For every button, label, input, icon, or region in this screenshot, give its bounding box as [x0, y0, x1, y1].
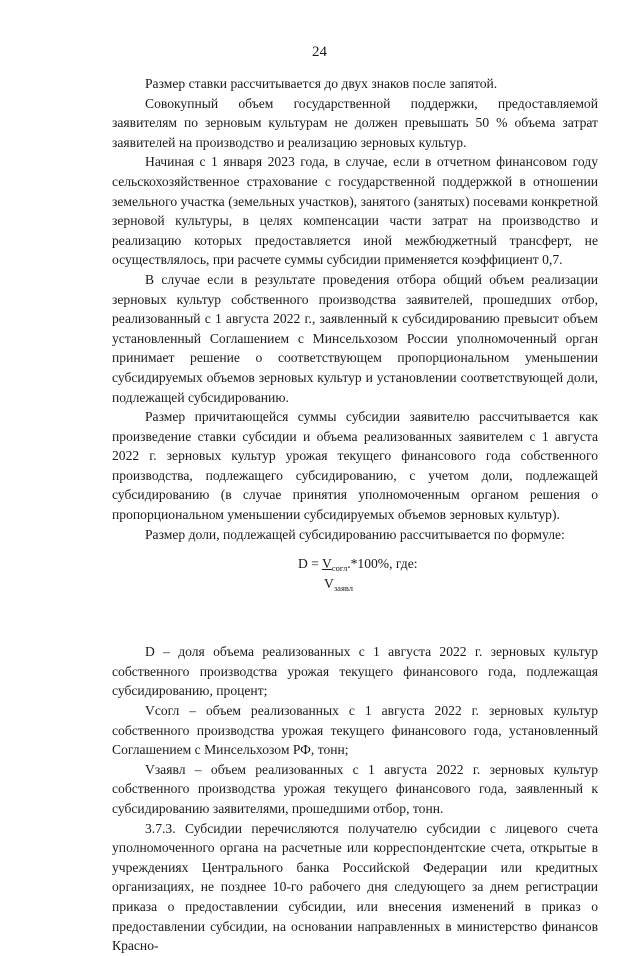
formula-rest: .*100%, где: [347, 556, 418, 572]
formula-line [298, 554, 418, 579]
paragraph: Совокупный объем государственной поддержки, предоставляемой заявителям по зерновым культурам не должен превышать 50 % объема затрат заявителей на производство и реализацию зерновых культур. [112, 95, 598, 150]
formula-lhs: D = [298, 556, 323, 572]
definition: Vзаявл – объем реализованных с 1 августа 2022 г. зерновых культур собственного производства урожая текущего финансового года, заявленный к субсидированию заявителями, прошедшими отбор, тонн. [112, 761, 598, 816]
formula-denominator [324, 574, 353, 599]
definition: D – доля объема реализованных с 1 августа 2022 г. зерновых культур собственного производства урожая текущего финансового года, подлежащая субсидированию, процент; [112, 644, 598, 699]
page-number: 24 [312, 44, 327, 60]
paragraph: Размер ставки рассчитывается до двух знаков после запятой. [145, 76, 498, 91]
definition: Vсогл – объем реализованных с 1 августа 2022 г. зерновых культур собственного производства урожая текущего финансового года, установленный Соглашением с Минсельхозом РФ, тонн; [112, 703, 598, 758]
formula-numerator [322, 556, 348, 574]
paragraph: В случае если в результате проведения отбора общий объем реализации зерновых культур собственного производства заявителей, прошедших отбор, реализованный с 1 августа 2022 г., заявленный к субсидированию превысит объем установленный Соглашением с Минсельхозом России уполномоченный орган принимает решение о соответствующем пропорциональном уменьшении субсидируемых объемов зерновых культур и установлении соответствующей доли, подлежащей субсидированию. [112, 271, 598, 405]
paragraph: 3.7.3. Субсидии перечисляются получателю субсидии с лицевого счета уполномоченного органа на расчетные или корреспондентские счета, открытые в учреждениях Центрального банка Российской Федерации или кредитных организациях, не позднее 10-го рабочего дня следующего за днем регистрации приказа о предоставлении субсидии, или внесения изменений в приказ о предоставлении субсидии, на основании направленных в министерство финансов Красно- [112, 820, 598, 954]
formula-den-var: V [324, 576, 334, 592]
paragraph: Начиная с 1 января 2023 года, в случае, если в отчетном финансовом году сельскохозяйственное страхование с государственной поддержкой в отношении земельного участка (земельных участков), занятого (занятых) посевами конкретной зерновой культуры, в целях компенсации части затрат на производство и реализацию которых предоставляется иной межбюджетный трансферт, не осуществлялось, при расчете суммы субсидии применяется коэффициент 0,7. [112, 154, 598, 268]
formula-den-sub: заявл [333, 583, 354, 594]
paragraph: Размер причитающейся суммы субсидии заявителю рассчитывается как произведение ставки субсидии и объема реализованных заявителем с 1 августа 2022 г. зерновых культур урожая текущего финансового года собственного производства, подлежащего субсидированию, с учетом доли, подлежащей субсидированию (в случае принятия уполномоченным органом решения о пропорциональном уменьшении субсидируемых объемов зерновых культур). [112, 409, 598, 523]
document-body [112, 74, 598, 956]
formula-num-var: V [322, 556, 332, 572]
paragraph: Размер доли, подлежащей субсидированию рассчитывается по формуле: [145, 526, 565, 542]
formula-num-sub: согл [331, 563, 348, 574]
formula [112, 554, 598, 614]
